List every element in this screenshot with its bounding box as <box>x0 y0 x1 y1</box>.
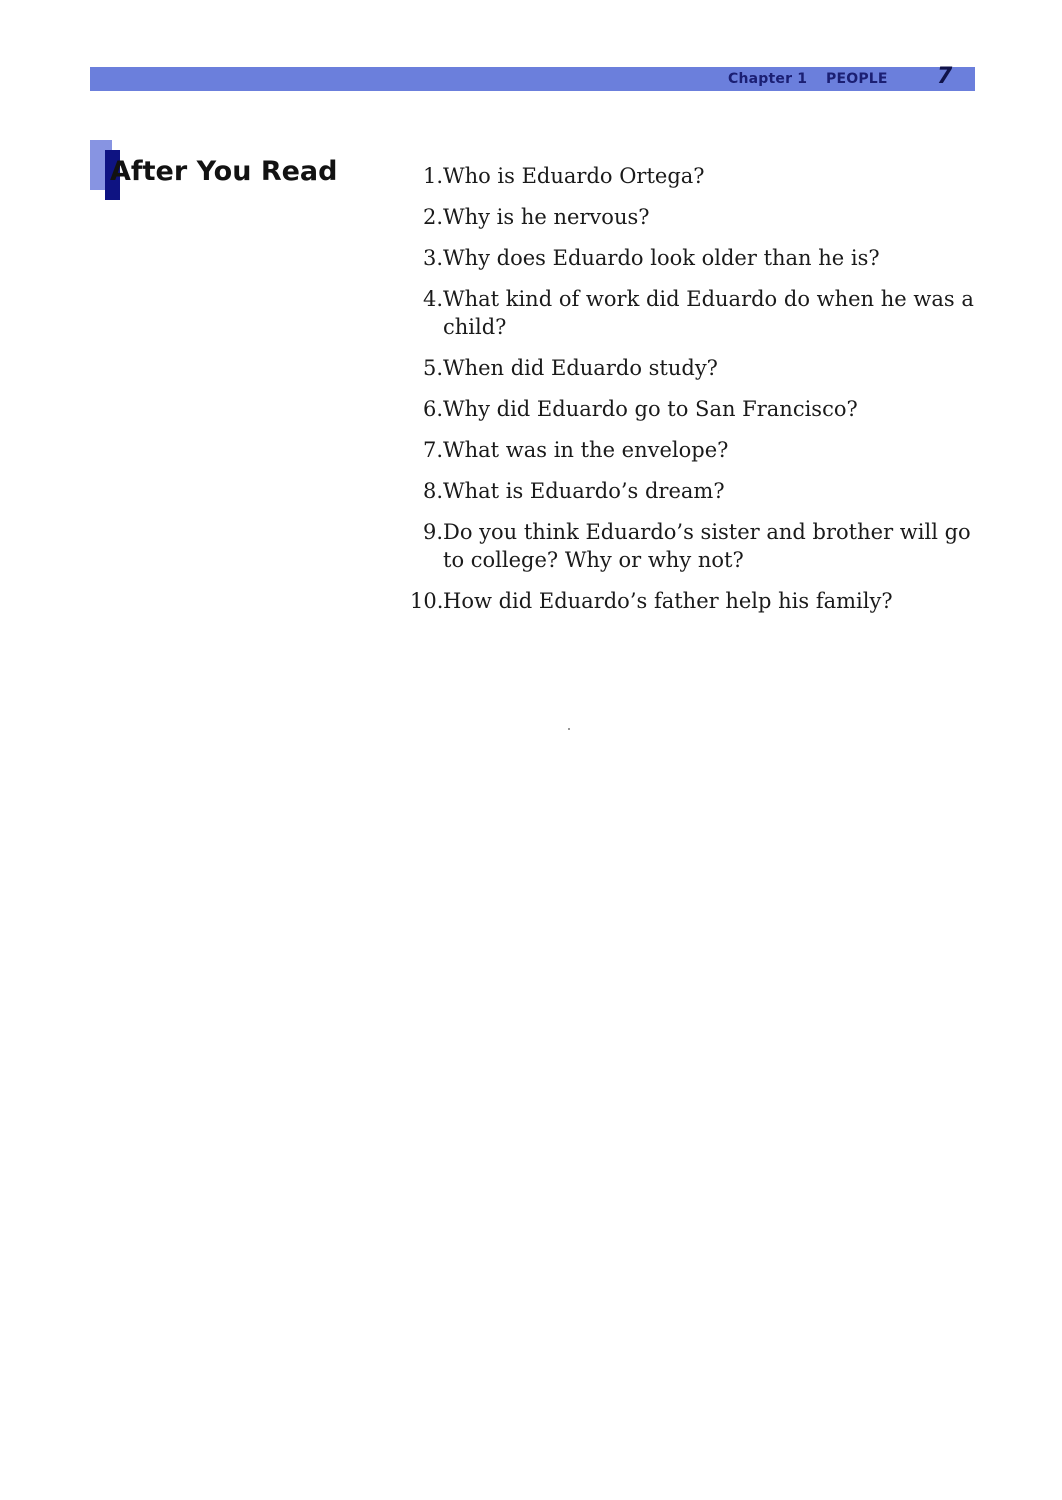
section-heading <box>90 140 350 202</box>
question-item <box>400 162 980 190</box>
question-number: 9. <box>422 520 443 544</box>
question-text: Why is he nervous? <box>443 205 650 229</box>
question-number: 6. <box>422 397 443 421</box>
question-text: Why did Eduardo go to San Francisco? <box>443 397 858 421</box>
question-text: When did Eduardo study? <box>443 356 718 380</box>
question-item <box>400 436 980 464</box>
section-title: After You Read <box>110 156 338 187</box>
question-number: 5. <box>422 356 443 380</box>
question-text: What was in the envelope? <box>443 438 729 462</box>
question-item <box>400 354 980 382</box>
question-item <box>400 285 980 341</box>
question-number: 7. <box>422 438 443 462</box>
question-text: Do you think Eduardo’s sister and brother will go to college? Why or why not? <box>443 520 971 572</box>
question-number: 2. <box>422 205 443 229</box>
page-number: 7 <box>937 64 953 89</box>
question-item <box>400 395 980 423</box>
question-number: 4. <box>422 287 443 311</box>
question-text: How did Eduardo’s father help his family? <box>443 589 893 613</box>
question-number: 3. <box>422 246 443 270</box>
question-item <box>400 244 980 272</box>
question-item <box>400 587 980 615</box>
question-text: Why does Eduardo look older than he is? <box>443 246 880 270</box>
question-number: 1. <box>422 164 443 188</box>
question-item <box>400 477 980 505</box>
question-list <box>400 162 980 628</box>
question-text: What is Eduardo’s dream? <box>443 479 725 503</box>
chapter-section-label: PEOPLE <box>826 71 888 87</box>
scan-speck <box>568 728 570 730</box>
chapter-label: Chapter 1 <box>728 71 808 87</box>
question-text: What kind of work did Eduardo do when he was a child? <box>443 287 974 339</box>
question-text: Who is Eduardo Ortega? <box>443 164 705 188</box>
question-number: 8. <box>422 479 443 503</box>
question-number: 10. <box>410 589 444 613</box>
question-item <box>400 203 980 231</box>
question-item <box>400 518 980 574</box>
